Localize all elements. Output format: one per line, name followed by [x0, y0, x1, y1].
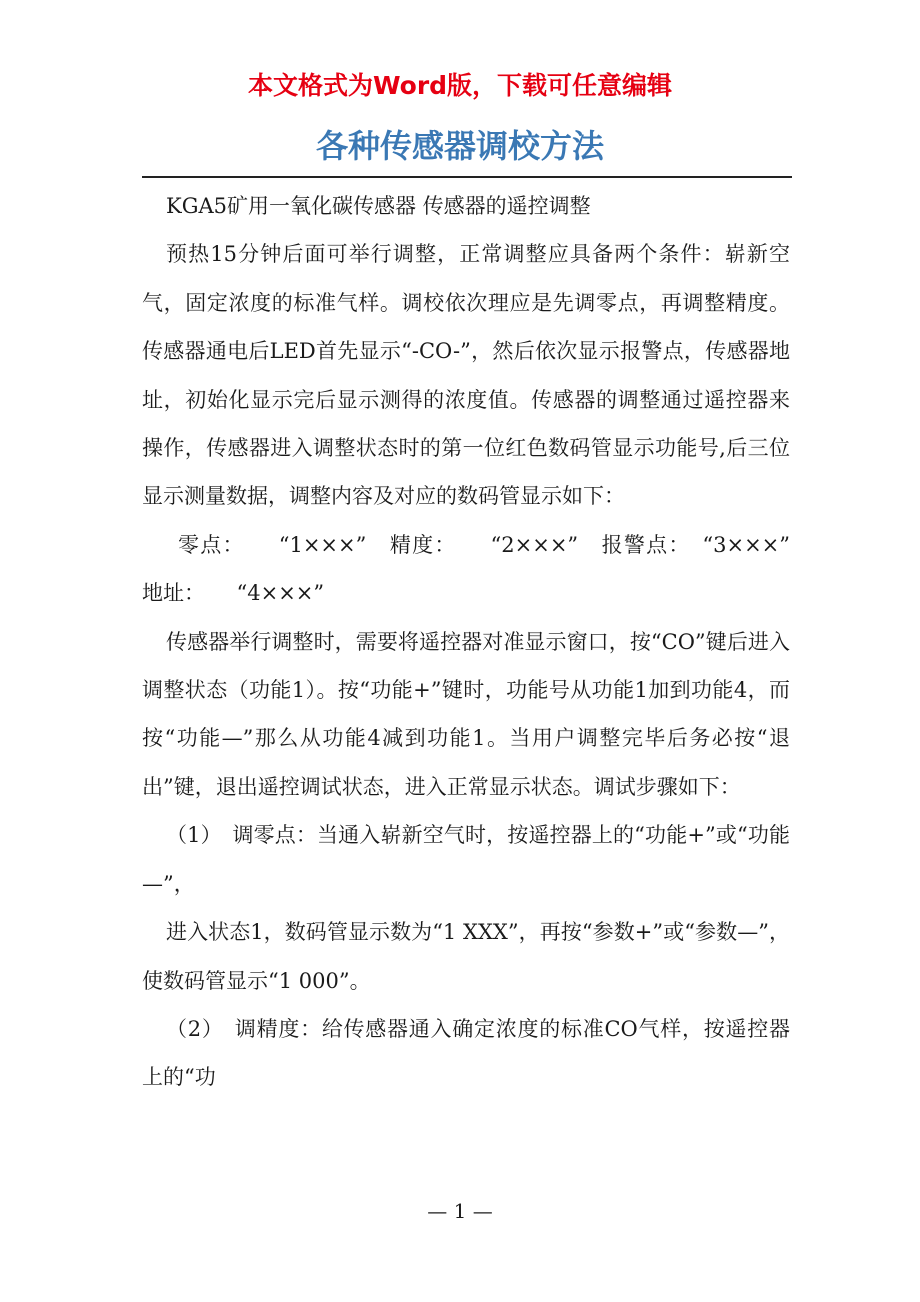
paragraph-remote-operation: 传感器举行调整时，需要将遥控器对准显示窗口，按“CO”键后进入调整状态（功能1）。按“功能+”键时，功能号从功能1加到功能4，而按“功能—”那么从功能4减到功能1。当用户调整完毕后务必按“退出”键，退出遥控调试状态，进入正常显示状态。调试步骤如下： — [142, 629, 790, 799]
document-body — [142, 182, 811, 1102]
paragraph-step-zero: （1） 调零点：当通入崭新空气时，按遥控器上的“功能+”或“功能—”， — [142, 823, 790, 896]
paragraph-display-codes: 零点： “1×××” 精度： “2×××” 报警点： “3×××” 地址： “4×××” — [142, 532, 811, 606]
paragraph-step-precision: （2） 调精度：给传感器通入确定浓度的标准CO气样，按遥控器上的“功 — [142, 1016, 790, 1090]
page-number: — 1 — — [427, 1199, 493, 1223]
paragraph-step-zero-detail: 进入状态1，数码管显示数为“1 XXX”，再按“参数+”或“参数—”，使数码管显示“1 000”。 — [142, 920, 790, 993]
document-title: 各种传感器调校方法 — [315, 127, 604, 165]
paragraph-sensor-heading: KGA5矿用一氧化碳传感器 传感器的遥控调整 — [166, 194, 591, 218]
title-divider — [142, 176, 792, 178]
paragraph-preheat: 预热15分钟后面可举行调整，正常调整应具备两个条件：崭新空气，固定浓度的标准气样。调校依次理应是先调零点，再调整精度。传感器通电后LED首先显示“-CO-”，然后依次显示报警点，传感器地址，初始化显示完后显示测得的浓度值。传感器的调整通过遥控器来操作，传感器进入调整状态时的第一位红色数码管显示功能号,后三位显示测量数据，调整内容及对应的数码管显示如下： — [142, 242, 790, 509]
format-notice-banner: 本文格式为Word版，下载可任意编辑 — [247, 71, 673, 100]
